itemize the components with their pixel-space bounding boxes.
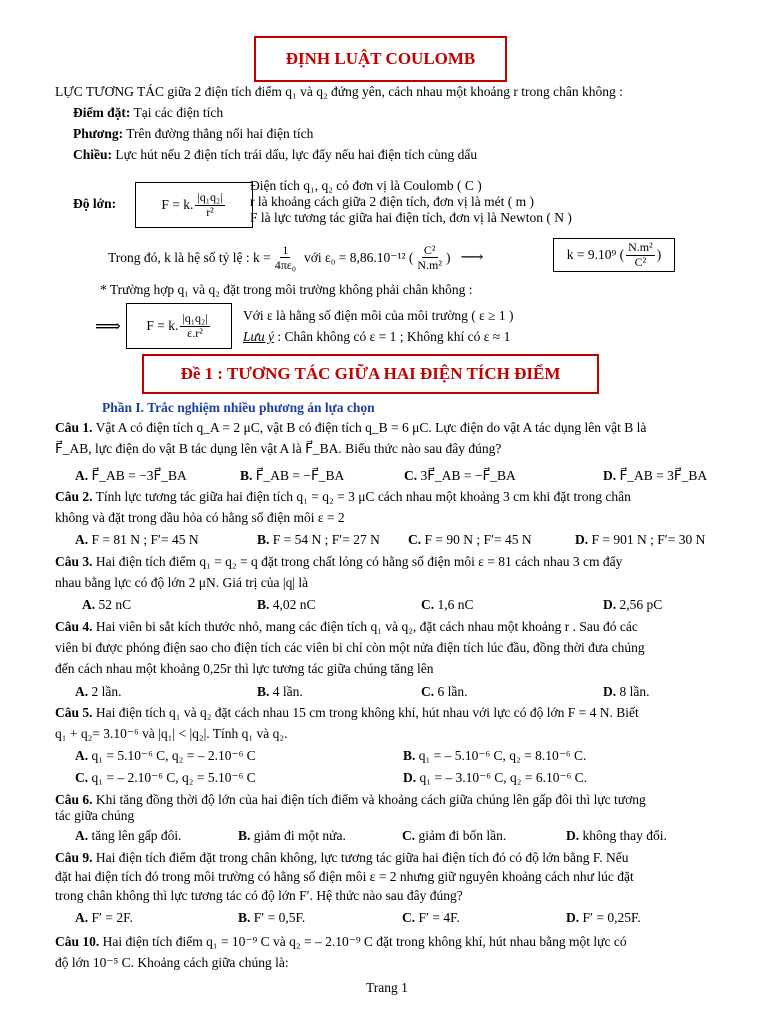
k-value-text: k = 9.10⁹ (	[566, 246, 625, 262]
k-value-box	[553, 238, 675, 272]
formula-numerator: |q₁q₂|	[182, 311, 208, 326]
option-c[interactable]: C. 1,6 nC	[421, 597, 474, 612]
option-c[interactable]: C. giảm đi bốn lần.	[402, 828, 507, 843]
part-title: Phần I. Trắc nghiệm nhiều phương án lựa chọn	[102, 400, 375, 415]
option-b[interactable]: B. 4 lần.	[257, 684, 303, 699]
option-c[interactable]: C. 6 lần.	[421, 684, 468, 699]
magnitude-note-1: Điện tích q₁, q₂ có đơn vị là Coulomb ( C )	[250, 178, 482, 193]
question-5-line-2: q₁ + q₂= 3.10⁻⁶ và |q₁| < |q₂|. Tính q₁ và q₂.	[55, 726, 288, 741]
question-9	[55, 850, 629, 866]
question-text: Hai viên bi sắt kích thước nhỏ, mang các điện tích q₁ và q₂, đặt cách nhau một khoảng r . Sau đó các	[92, 619, 638, 634]
medium-case-text: * Trường hợp q₁ và q₂ đặt trong môi trường không phải chân không :	[100, 282, 473, 297]
question-label: Câu 9.	[55, 850, 93, 865]
page-title: ĐỊNH LUẬT COULOMB	[285, 49, 476, 68]
formula-numerator: |q₁q₂|	[197, 190, 223, 205]
question-text: Tính lực tương tác giữa hai điện tích q₁ = q₂ = 3 μC cách nhau một khoảng 3 cm khi đặt trong chân	[92, 489, 631, 504]
prop-text: Lực hút nếu 2 điện tích trái dấu, lực đẩy nếu hai điện tích cùng dấu	[112, 147, 478, 162]
option-b[interactable]: B. F⃗_AB = −F⃗_BA	[240, 468, 345, 483]
question-label: Câu 3.	[55, 554, 93, 569]
epsilon-note: Với ε là hằng số điện môi của môi trường ( ε ≥ 1 )	[243, 308, 514, 323]
option-a[interactable]: A. F′ = 2F.	[75, 910, 133, 925]
k-value-unit-numerator: N.m²	[628, 240, 653, 255]
option-d[interactable]: D. 8 lần.	[603, 684, 650, 699]
epsilon-text: với ε₀ = 8,86.10⁻¹² (	[304, 249, 414, 265]
option-b[interactable]: B. q₁ = – 5.10⁻⁶ C, q₂ = 8.10⁻⁶ C.	[403, 748, 587, 763]
prop-label: Phương:	[73, 126, 124, 141]
k-unit-numerator: C²	[423, 243, 436, 257]
question-10	[55, 934, 627, 950]
right-arrow-icon: ⟶	[460, 249, 484, 267]
k-denominator: 4πε₀	[274, 258, 297, 273]
prop-label: Chiều:	[73, 147, 113, 162]
note-label: Lưu ý	[243, 329, 274, 344]
option-a[interactable]: A. tăng lên gấp đôi.	[75, 828, 182, 843]
k-value-close-paren: )	[656, 246, 662, 262]
question-label: Câu 1.	[55, 420, 93, 435]
magnitude-note-2: r là khoảng cách giữa 2 điện tích, đơn vị là mét ( m )	[250, 194, 534, 209]
prop-diem-dat	[73, 105, 223, 121]
k-definition	[108, 243, 493, 273]
k-close-paren: )	[446, 249, 451, 265]
question-text: Hai điện tích điểm đặt trong chân không, lực tương tác giữa hai điện tích đó có độ lớn bằng F. Nếu	[92, 850, 629, 865]
section-title-box	[142, 354, 599, 394]
option-b[interactable]: B. giảm đi một nửa.	[238, 828, 346, 843]
title-box	[254, 36, 507, 82]
question-text: Vật A có điện tích q_A = 2 μC, vật B có điện tích q_B = 6 μC. Lực điện do vật A tác dụng lên vật B là	[92, 420, 647, 435]
question-9-line-3: trong chân không thì lực tương tác có độ lớn F′. Hệ thức nào sau đây đúng?	[55, 888, 463, 903]
question-4	[55, 619, 638, 635]
k-fraction	[273, 243, 298, 273]
option-b[interactable]: B. F = 54 N ; F′= 27 N	[257, 532, 380, 547]
question-6	[55, 792, 646, 808]
question-10-line-2: độ lớn 10⁻⁵ C. Khoảng cách giữa chúng là:	[55, 955, 289, 970]
note-line	[243, 329, 510, 345]
note-text: : Chân không có ε = 1 ; Không khí có ε ≈ 1	[274, 329, 511, 344]
question-4-line-2: viên bi được phóng điện sao cho điện tích các viên bi chỉ còn một nửa điện tích lúc đầu, đồng thời đưa chúng	[55, 640, 645, 655]
k-unit-denominator: N.m²	[417, 258, 442, 273]
option-d[interactable]: D. F = 901 N ; F′= 30 N	[575, 532, 706, 547]
option-a[interactable]: A. F = 81 N ; F′= 45 N	[75, 532, 199, 547]
question-6-line-2: tác giữa chúng	[55, 808, 135, 823]
k-value-unit-denominator: C²	[634, 254, 647, 269]
question-label: Câu 6.	[55, 792, 93, 807]
implies-icon: ⟹	[95, 316, 121, 336]
question-text: Hai điện tích điểm q₁ = 10⁻⁹ C và q₂ = – 2.10⁻⁹ C đặt trong không khí, hút nhau bằng một lực có	[99, 934, 627, 949]
option-a[interactable]: A. 2 lần.	[75, 684, 122, 699]
option-a[interactable]: A. q₁ = 5.10⁻⁶ C, q₂ = – 2.10⁻⁶ C	[75, 748, 256, 763]
question-5	[55, 705, 639, 721]
option-d[interactable]: D. F⃗_AB = 3F⃗_BA	[603, 468, 708, 483]
option-d[interactable]: D. F′ = 0,25F.	[566, 910, 641, 925]
prop-phuong	[73, 126, 313, 142]
question-3-line-2: nhau bằng lực có độ lớn 2 μN. Giá trị của |q| là	[55, 575, 309, 590]
question-3	[55, 554, 622, 570]
question-label: Câu 4.	[55, 619, 93, 634]
option-d[interactable]: D. 2,56 pC	[603, 597, 663, 612]
prop-label: Điểm đặt:	[73, 105, 131, 120]
section-title: Đề 1 : TƯƠNG TÁC GIỮA HAI ĐIỆN TÍCH ĐIỂM	[180, 364, 561, 383]
formula-lhs: F = k.	[146, 317, 179, 333]
formula-denominator: ε.r²	[187, 325, 203, 340]
page-number: Trang 1	[366, 980, 408, 995]
option-c[interactable]: C. q₁ = – 2.10⁻⁶ C, q₂ = 5.10⁻⁶ C	[75, 770, 256, 785]
question-1	[55, 420, 646, 436]
magnitude-note-3: F là lực tương tác giữa hai điện tích, đơn vị là Newton ( N )	[250, 210, 572, 225]
formula-denominator: r²	[206, 204, 214, 219]
formula-box	[135, 182, 253, 228]
option-c[interactable]: C. 3F⃗_AB = −F⃗_BA	[404, 468, 516, 483]
k-numerator: 1	[282, 243, 289, 257]
option-b[interactable]: B. F′ = 0,5F.	[238, 910, 306, 925]
option-c[interactable]: C. F′ = 4F.	[402, 910, 460, 925]
option-c[interactable]: C. F = 90 N ; F′= 45 N	[408, 532, 532, 547]
prop-text: Trên đường thẳng nối hai điện tích	[123, 126, 314, 141]
question-9-line-2: đặt hai điện tích đó trong môi trường có hằng số điện môi ε = 2 nhưng giữ nguyên khoảng cách như lúc đặt	[55, 869, 634, 884]
prop-text: Tại các điện tích	[130, 105, 224, 120]
option-d[interactable]: D. q₁ = – 3.10⁻⁶ C, q₂ = 6.10⁻⁶ C.	[403, 770, 588, 785]
prop-chieu	[73, 147, 477, 163]
intro-text: LỰC TƯƠNG TÁC giữa 2 điện tích điểm q₁ và q₂ đứng yên, cách nhau một khoảng r trong chân không :	[55, 84, 623, 99]
question-label: Câu 2.	[55, 489, 93, 504]
formula-fraction	[180, 312, 209, 339]
question-4-line-3: đến cách nhau một khoảng 0,25r thì lực tương tác giữa chúng tăng lên	[55, 661, 434, 676]
formula-box-medium	[126, 303, 232, 349]
k-text: Trong đó, k là hệ số tỷ lệ : k =	[108, 249, 271, 265]
magnitude-label: Độ lớn:	[73, 196, 117, 211]
question-text: Khi tăng đồng thời độ lớn của hai điện tích điểm và khoảng cách giữa chúng lên gấp đôi thì lực tương	[92, 792, 646, 807]
question-2-line-2: không và đặt trong dầu hỏa có hằng số điện môi ε = 2	[55, 510, 345, 525]
option-d[interactable]: D. không thay đổi.	[566, 828, 667, 843]
question-label: Câu 10.	[55, 934, 100, 949]
question-2	[55, 489, 631, 505]
question-text: Hai điện tích q₁ và q₂ đặt cách nhau 15 cm trong không khí, hút nhau với lực có độ lớn F = 4 N. Biết	[92, 705, 639, 720]
formula-lhs: F = k.	[161, 196, 194, 212]
option-b[interactable]: B. 4,02 nC	[257, 597, 316, 612]
option-a[interactable]: A. 52 nC	[82, 597, 132, 612]
k-value-unit-fraction	[626, 241, 655, 268]
question-1-line-2: F⃗_AB, lực điện do vật B tác dụng lên vật A là F⃗_BA. Biểu thức nào sau đây đúng?	[55, 441, 502, 456]
formula-fraction	[195, 191, 224, 218]
question-text: Hai điện tích điểm q₁ = q₂ = q đặt trong chất lỏng có hằng số điện môi ε = 81 cách nhau 3 cm đẩy	[92, 554, 623, 569]
option-a[interactable]: A. F⃗_AB = −3F⃗_BA	[75, 468, 187, 483]
question-label: Câu 5.	[55, 705, 93, 720]
k-unit-fraction	[415, 243, 444, 273]
